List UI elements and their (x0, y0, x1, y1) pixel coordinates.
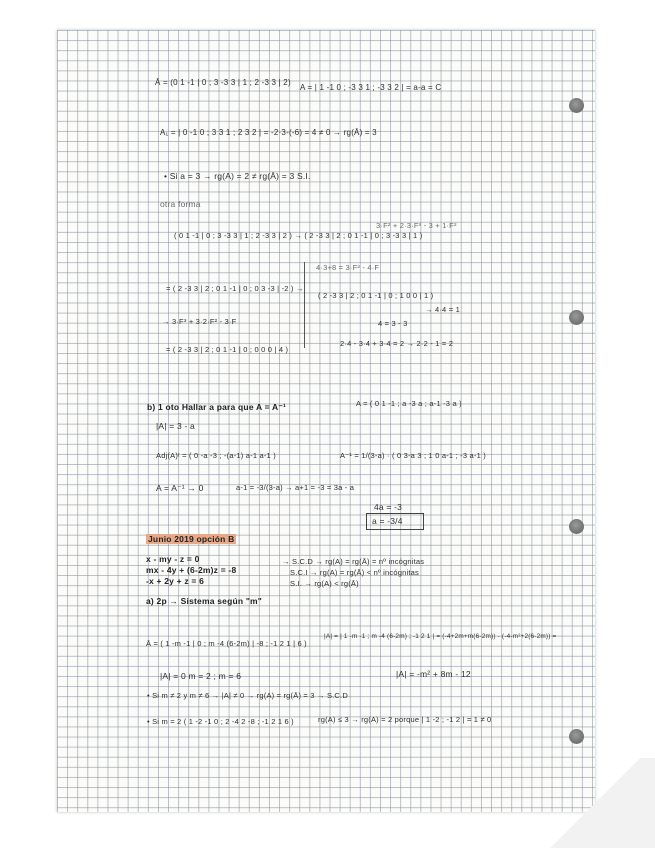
binder-hole (569, 519, 584, 534)
equation-1: x - my - z = 0 (146, 554, 200, 564)
binder-hole (569, 729, 584, 744)
page-corner-shadow (535, 758, 655, 848)
equation-2: mx - 4y + (6-2m)z = -8 (146, 565, 237, 575)
handwritten-line: ( 2 -3 3 | 2 ; 0 1 -1 | 0 ; 1 0 0 | 1 ) (318, 291, 434, 300)
binder-hole (569, 98, 584, 113)
handwritten-line: 2·4 - 3·4 + 3·4 = 2 → 2·2 - 1 = 2 (340, 339, 454, 348)
handwritten-line: |A| = -m² + 8m - 12 (396, 669, 471, 679)
handwritten-line: • Si m ≠ 2 y m ≠ 6 → |A| ≠ 0 → rg(A) = rg(Ā) = 3 → S.C.D (147, 691, 348, 700)
handwritten-line: A = | 1 -1 0 ; -3 3 1 ; -3 3 2 | = a-a = C (300, 83, 442, 92)
handwritten-line: |A| = 0 m = 2 ; m = 6 (160, 671, 242, 681)
handwritten-line: 4·3+8 = 3·F² - 4·F (316, 263, 380, 272)
handwritten-line: Ā = (0 1 -1 | 0 ; 3 -3 3 | 1 ; 2 -3 3 | 2) (155, 78, 291, 87)
handwritten-line: = ( 2 -3 3 | 2 ; 0 1 -1 | 0 ; 0 3 -3 | -2 ) → (166, 284, 304, 293)
handwritten-line: ( 0 1 -1 | 0 ; 3 -3 3 | 1 ; 2 -3 3 | 2 ) → ( 2 -3 3 | 2 ; 0 1 -1 | 0 ; 3 -3 3 | 1 ) (174, 231, 423, 240)
handwritten-line: • Si m = 2 ( 1 -2 -1 0 ; 2 -4 2 -8 ; -1 2 1 6 ) (147, 717, 294, 726)
handwritten-line: 4 = 3 - 3 (378, 319, 408, 328)
divider-line (304, 262, 305, 348)
equation-3: -x + 2y + z = 6 (146, 576, 205, 586)
binder-hole (569, 310, 584, 325)
handwritten-line: Adj(A)ᵗ = ( 0 -a -3 ; -(a-1) a-1 a-1 ) (156, 451, 276, 460)
handwritten-line: otra forma (160, 199, 201, 209)
handwritten-line: A = ( 0 1 -1 ; a -3 a ; a-1 -3 a ) (356, 399, 462, 408)
handwritten-heading: a) 2p → Sistema según "m" (146, 596, 263, 606)
handwritten-line: → 4·4 = 1 (425, 305, 460, 314)
handwritten-line: 4a = -3 (374, 502, 403, 512)
handwritten-line: |A| = | 1 -m -1 ; m -4 (6-2m) ; -1 2 1 | = (-4+2m+m(6-2m)) - (-4-m²+2(6-2m)) = (324, 633, 557, 640)
handwritten-heading: b) 1 oto Hallar a para que A = A⁻¹ (147, 402, 287, 412)
handwritten-line: → S.C.D → rg(A) = rg(Ā) = nº incógnitas (282, 557, 425, 566)
section-heading (146, 535, 236, 544)
handwritten-line: A⁻¹ = 1/(3-a) · ( 0 3-a 3 ; 1 0 a-1 ; -3 a-1 ) (340, 451, 486, 460)
handwritten-line: |A| = 3 - a (156, 421, 195, 431)
handwritten-line: A₁ = | 0 -1 0 ; 3 3 1 ; 2 3 2 | = -2·3-(-6) = 4 ≠ 0 → rg(Ā) = 3 (160, 128, 377, 137)
handwritten-line: rg(A) ≤ 3 → rg(A) = 2 porque | 1 -2 ; -1 2 | = 1 ≠ 0 (318, 715, 492, 724)
handwritten-line: a-1 = -3/(3-a) → a+1 = -3 = 3a - a (236, 483, 355, 492)
boxed-answer: a = -3/4 (372, 516, 403, 526)
handwritten-line: Ā = ( 1 -m -1 | 0 ; m -4 (6-2m) | -8 ; -1 2 1 | 6 ) (146, 639, 307, 648)
handwritten-line: S.C.I → rg(A) = rg(Ā) < nº incógnitas (290, 568, 419, 577)
handwritten-line: = ( 2 -3 3 | 2 ; 0 1 -1 | 0 ; 0 0 0 | 4 ) (166, 345, 289, 354)
handwritten-line: • Si a = 3 → rg(A) = 2 ≠ rg(Ā) = 3 S.I. (164, 171, 311, 181)
handwritten-line: S.I. → rg(A) < rg(Ā) (290, 579, 359, 588)
handwritten-line: → 3·F³ + 3·2·F² - 3·F (162, 317, 237, 326)
handwritten-line: 3·F² + 2·3·F³ - 3 + 1·F² (376, 221, 457, 230)
handwritten-line: A = A⁻¹ → 0 (156, 483, 204, 493)
highlighted-title: Junio 2019 opción B (148, 534, 235, 544)
